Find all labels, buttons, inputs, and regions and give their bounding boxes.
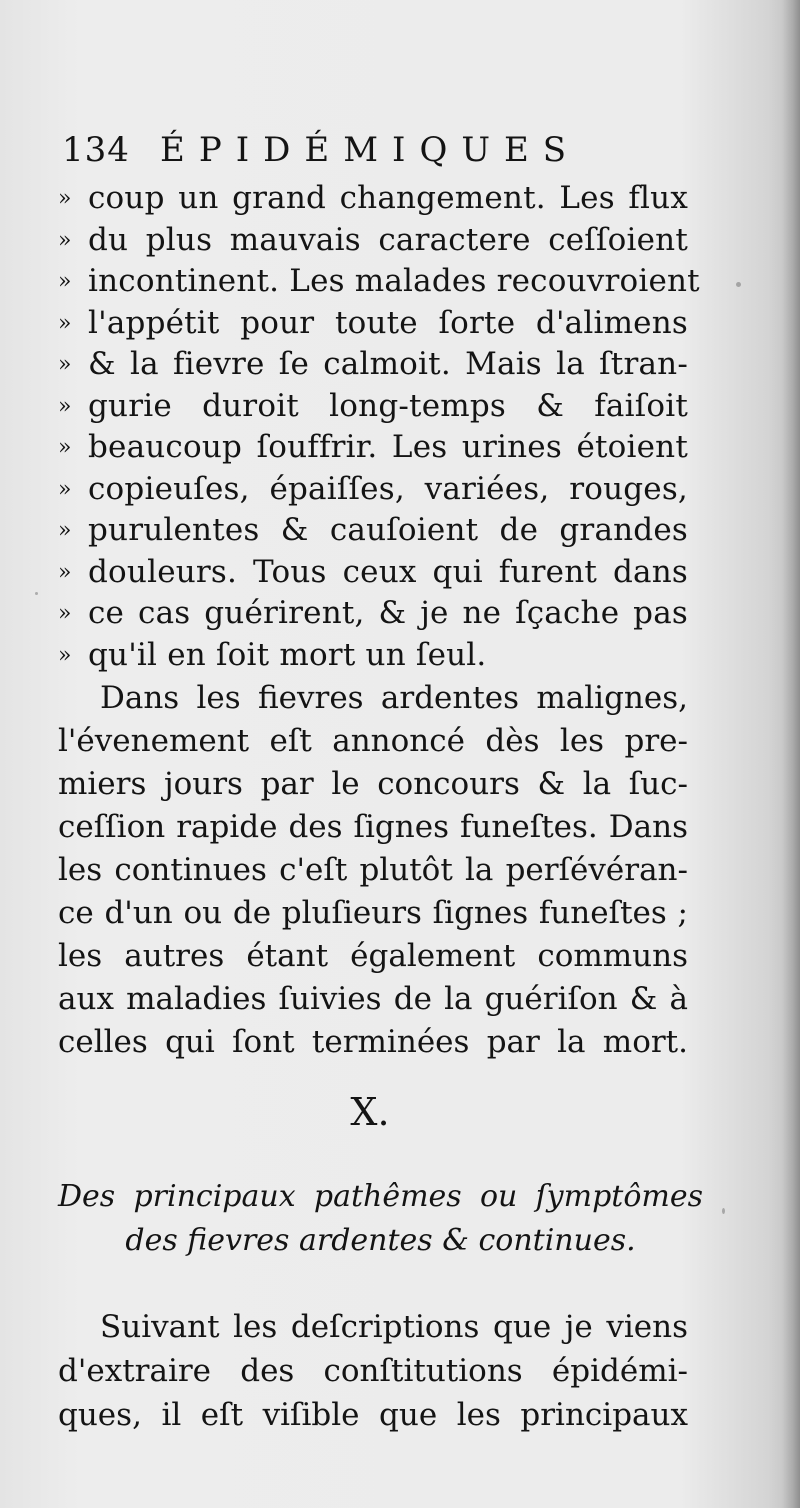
paper-speck xyxy=(35,592,38,595)
quoted-line xyxy=(58,178,688,220)
quoted-line-text: ce cas guérirent, & je ne ſçache pas xyxy=(88,595,688,631)
quote-mark: » xyxy=(58,476,72,502)
paragraph-line: ques, il eſt viſible que les principaux xyxy=(58,1397,688,1433)
paragraph-line: miers jours par le concours & la ſuc- xyxy=(58,766,688,802)
paragraph-line: ce d'un ou de pluſieurs ſignes funeſtes ; xyxy=(58,895,688,931)
quoted-passage xyxy=(58,178,700,676)
paper-speck xyxy=(722,1208,725,1214)
quoted-line xyxy=(58,344,688,386)
quoted-line xyxy=(58,469,688,511)
paragraph-ardentes xyxy=(58,677,688,1064)
quote-mark: » xyxy=(58,269,72,294)
quoted-line-text: coup un grand changement. Les flux xyxy=(88,180,688,216)
paragraph-line: ceſſion rapide des ſignes funeſtes. Dans xyxy=(58,809,688,845)
quote-mark: » xyxy=(58,435,72,460)
page-gutter-shadow xyxy=(782,0,800,1508)
section-title xyxy=(58,1175,703,1263)
quoted-line xyxy=(58,303,688,345)
paragraph-line: l'évenement eſt annoncé dès les pre- xyxy=(58,723,688,759)
paragraph-line: celles qui ſont terminées par la mort. xyxy=(58,1024,688,1060)
quoted-line-text: beaucoup ſouffrir. Les urines étoient xyxy=(88,429,688,465)
quoted-line xyxy=(58,220,688,262)
quote-mark: » xyxy=(58,601,72,626)
running-head: ÉPIDÉMIQUES xyxy=(160,130,581,170)
paragraph-line: aux maladies ſuivies de la guériſon & à xyxy=(58,981,688,1017)
quoted-line xyxy=(58,261,700,303)
section-number: X. xyxy=(350,1090,390,1134)
quoted-line-text: douleurs. Tous ceux qui furent dans xyxy=(88,553,688,590)
quoted-line-text: du plus mauvais caractere ceſſoient xyxy=(88,221,688,258)
quote-mark: » xyxy=(58,186,72,211)
quote-mark: » xyxy=(58,310,72,336)
quote-mark: » xyxy=(58,642,72,668)
quoted-line-text: incontinent. Les malades recouvroient xyxy=(88,263,700,299)
paragraph-line: les continues c'eſt plutôt la perſévéran- xyxy=(58,852,688,888)
quote-mark: » xyxy=(58,393,72,419)
quoted-line-text: l'appétit pour toute ſorte d'alimens xyxy=(88,304,688,341)
paragraph-line: les autres étant également communs xyxy=(58,938,688,974)
paragraph-line: Suivant les deſcriptions que je viens xyxy=(100,1309,688,1345)
quoted-line xyxy=(58,386,688,428)
quoted-line xyxy=(58,593,688,635)
quoted-line-text: qu'il en ſoit mort un ſeul. xyxy=(88,636,487,673)
paragraph-line: d'extraire des conſtitutions épidémi- xyxy=(58,1353,688,1389)
paragraph-suivant xyxy=(58,1305,688,1437)
quote-mark: » xyxy=(58,518,72,543)
quoted-line-text: gurie duroit long-temps & faiſoit xyxy=(88,387,688,424)
section-title-line: des fievres ardentes & continues. xyxy=(125,1223,636,1258)
quoted-line-text: & la fievre ſe calmoit. Mais la ſtran- xyxy=(88,346,688,382)
page-number: 134 xyxy=(62,130,130,170)
quote-mark: » xyxy=(58,352,72,377)
quoted-line xyxy=(58,552,688,594)
section-title-line: Des principaux pathêmes ou ſymptômes xyxy=(58,1179,703,1214)
quoted-line xyxy=(58,635,688,677)
paragraph-line: Dans les fievres ardentes malignes, xyxy=(100,680,688,716)
quoted-line xyxy=(58,427,688,469)
paper-speck xyxy=(736,282,741,287)
page-header xyxy=(62,128,702,172)
quoted-line xyxy=(58,510,688,552)
quote-mark: » xyxy=(58,559,72,585)
quote-mark: » xyxy=(58,227,72,253)
quoted-line-text: purulentes & cauſoient de grandes xyxy=(88,512,688,548)
quoted-line-text: copieuſes, épaiſſes, variées, rouges, xyxy=(88,470,688,507)
